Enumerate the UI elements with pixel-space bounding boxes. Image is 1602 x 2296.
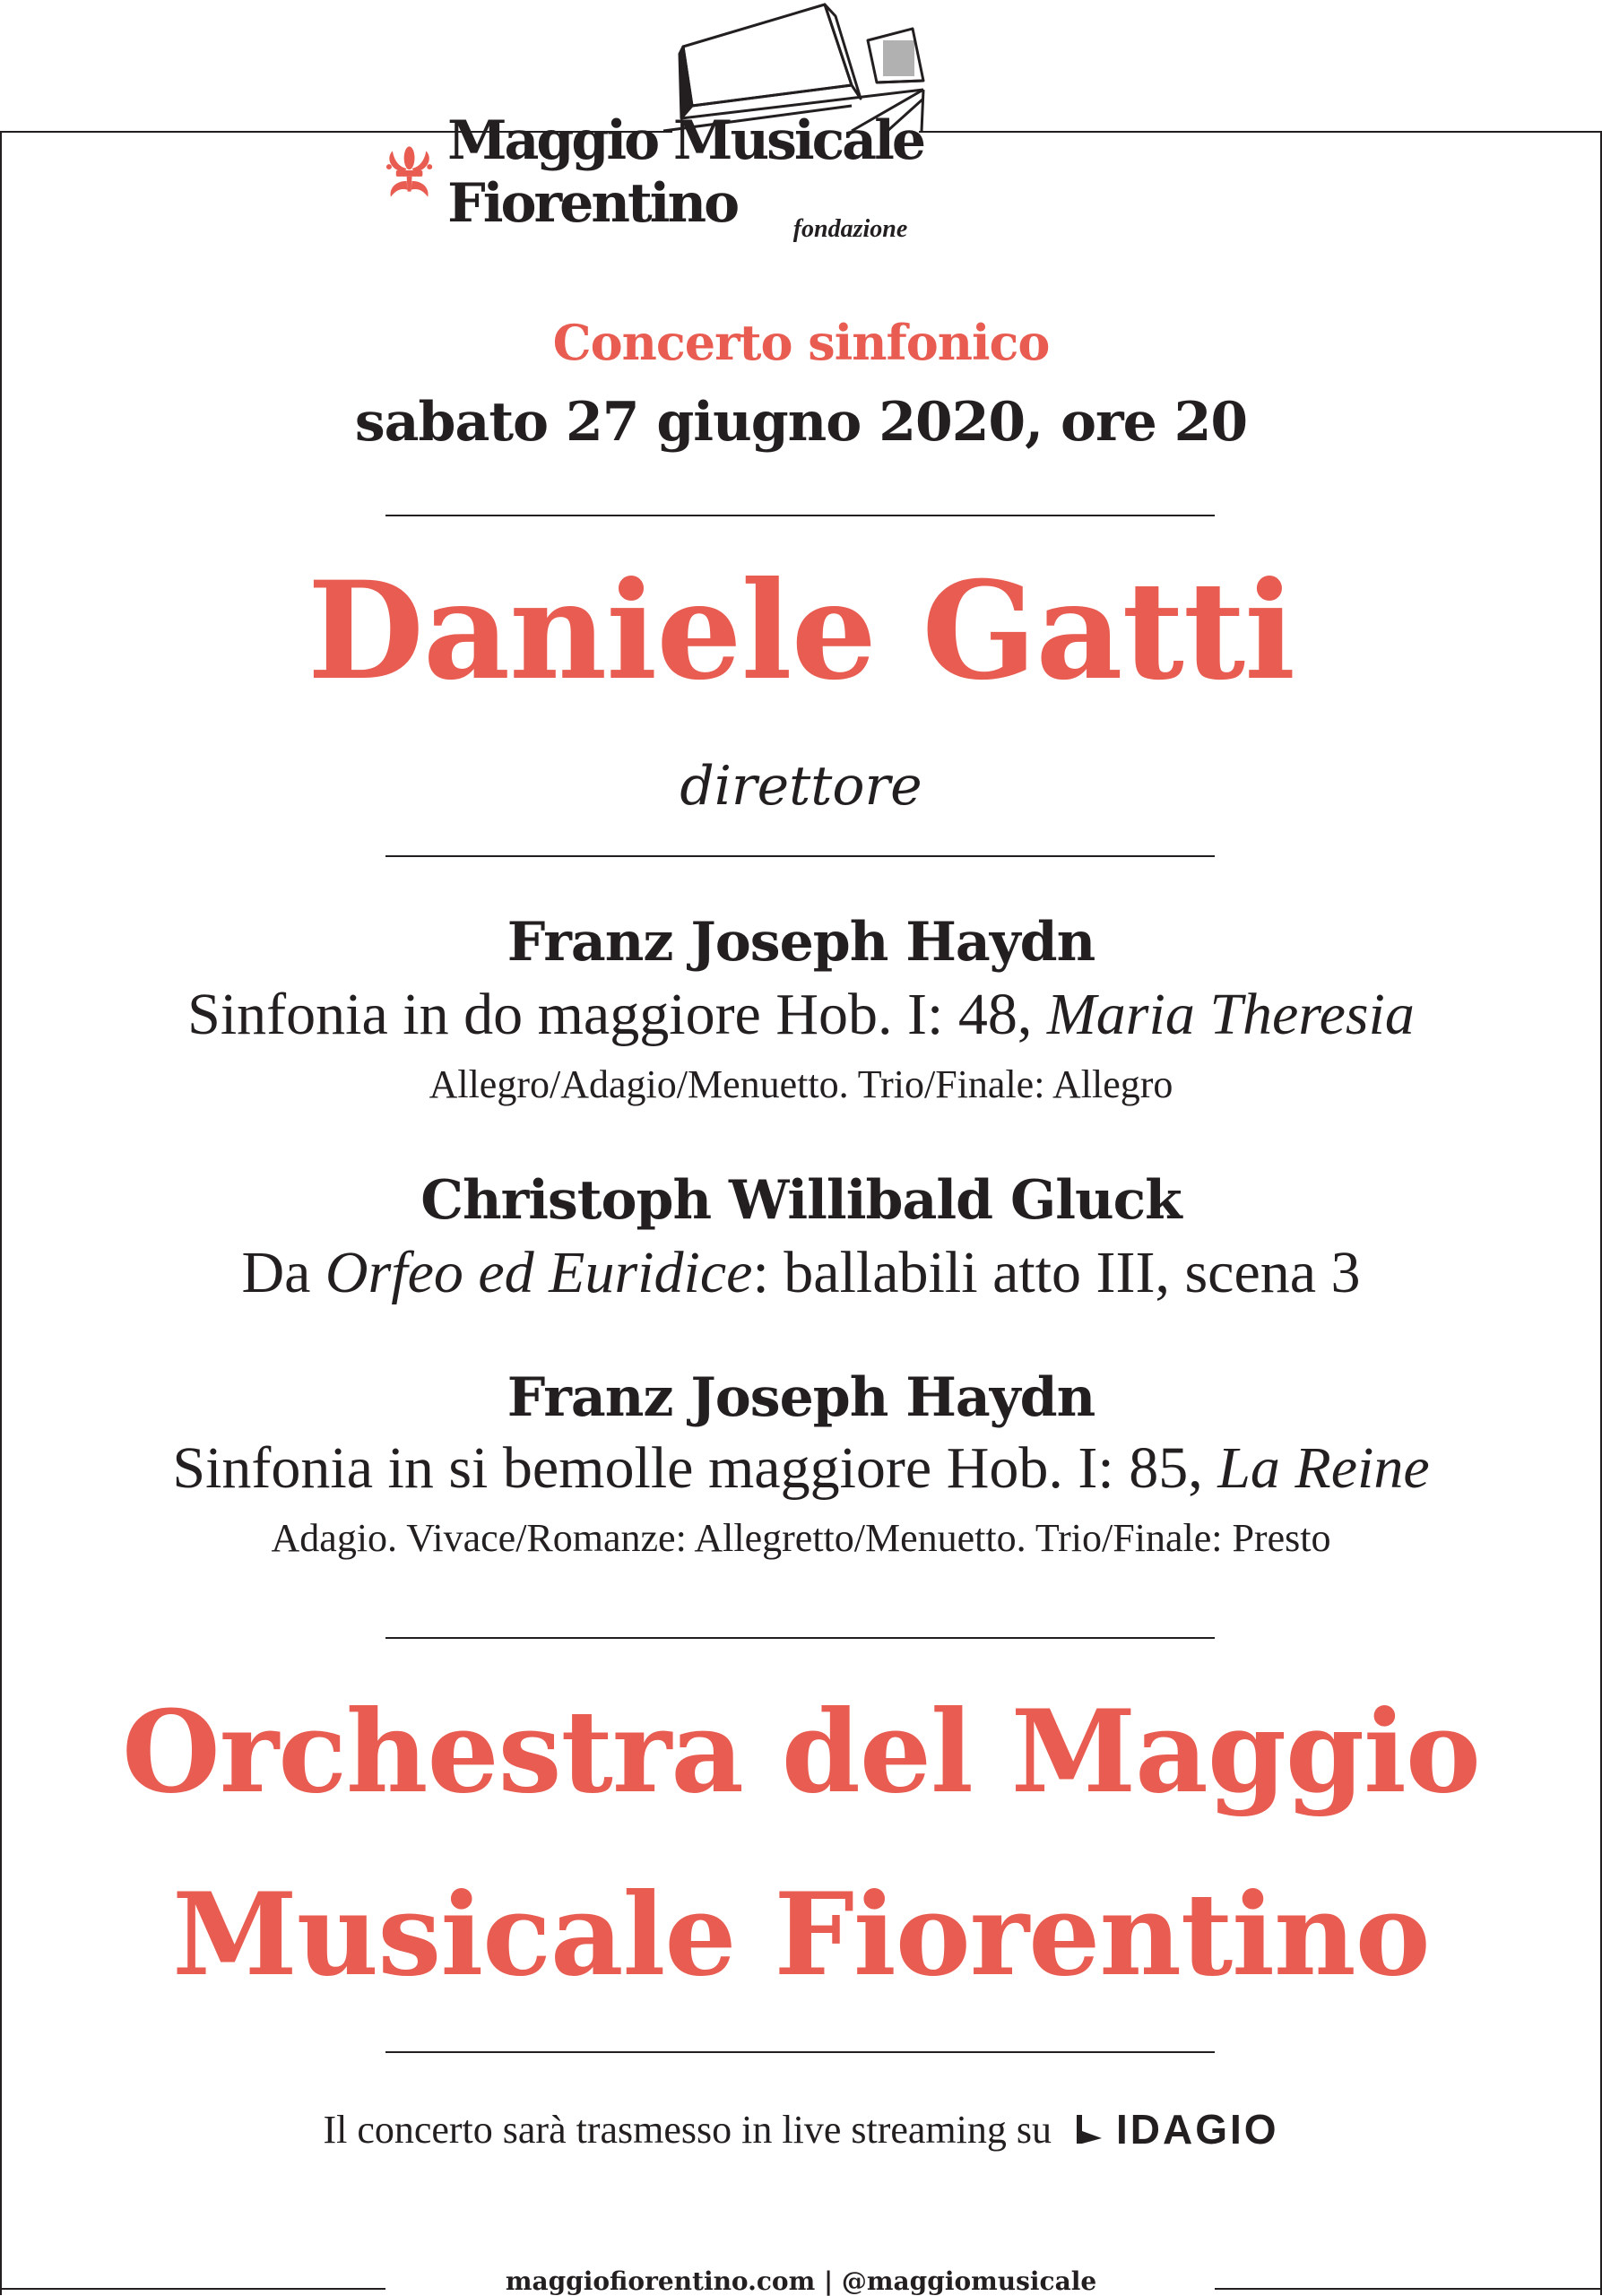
divider: [385, 2051, 1215, 2053]
logo-subtitle: fondazione: [792, 215, 908, 243]
orchestra-name-line2: Musicale Fiorentino: [172, 1868, 1430, 2001]
work-prefix: Sinfonia in do maggiore Hob. I: 48,: [187, 982, 1047, 1047]
conductor-name: Daniele Gatti: [307, 552, 1295, 710]
program-composer: Franz Joseph Haydn: [507, 1366, 1095, 1429]
idagio-play-icon: [1075, 2111, 1107, 2147]
divider: [385, 515, 1215, 516]
idagio-name: IDAGIO: [1115, 2106, 1279, 2153]
orchestra-name-line1: Orchestra del Maggio: [122, 1685, 1480, 1818]
program-movements: Allegro/Adagio/Menuetto. Trio/Finale: Allegro: [429, 1062, 1173, 1106]
event-type: Concerto sinfonico: [552, 314, 1050, 371]
divider: [385, 1637, 1215, 1639]
divider: [385, 855, 1215, 857]
work-prefix: Sinfonia in si bemolle maggiore Hob. I: 85,: [172, 1435, 1218, 1501]
florentine-lily-icon: [384, 145, 435, 199]
work-title: Maria Theresia: [1046, 982, 1415, 1047]
program-movements: Adagio. Vivace/Romanze: Allegretto/Menuetto. Trio/Finale: Presto: [271, 1516, 1331, 1560]
event-date: sabato 27 giugno 2020, ore 20: [354, 391, 1248, 454]
streaming-info: [0, 2105, 1602, 2153]
work-suffix: : ballabili atto III, scena 3: [752, 1240, 1361, 1305]
footer-links: maggiofiorentino.com | @maggiomusicale: [505, 2266, 1097, 2296]
program-work: [0, 1239, 1602, 1307]
work-prefix: Da: [241, 1240, 325, 1305]
work-title: Orfeo ed Euridice: [325, 1240, 753, 1305]
program-composer: Franz Joseph Haydn: [507, 911, 1095, 974]
program-work: [0, 981, 1602, 1049]
program-work: [0, 1434, 1602, 1503]
idagio-logo: [1075, 2105, 1279, 2153]
streaming-text: Il concerto sarà trasmesso in live streaming su: [323, 2107, 1052, 2152]
program-composer: Christoph Willibald Gluck: [420, 1169, 1182, 1232]
work-title: La Reine: [1217, 1435, 1430, 1501]
logo-title: Maggio Musicale Fiorentino: [447, 109, 924, 235]
conductor-role: direttore: [680, 755, 922, 818]
